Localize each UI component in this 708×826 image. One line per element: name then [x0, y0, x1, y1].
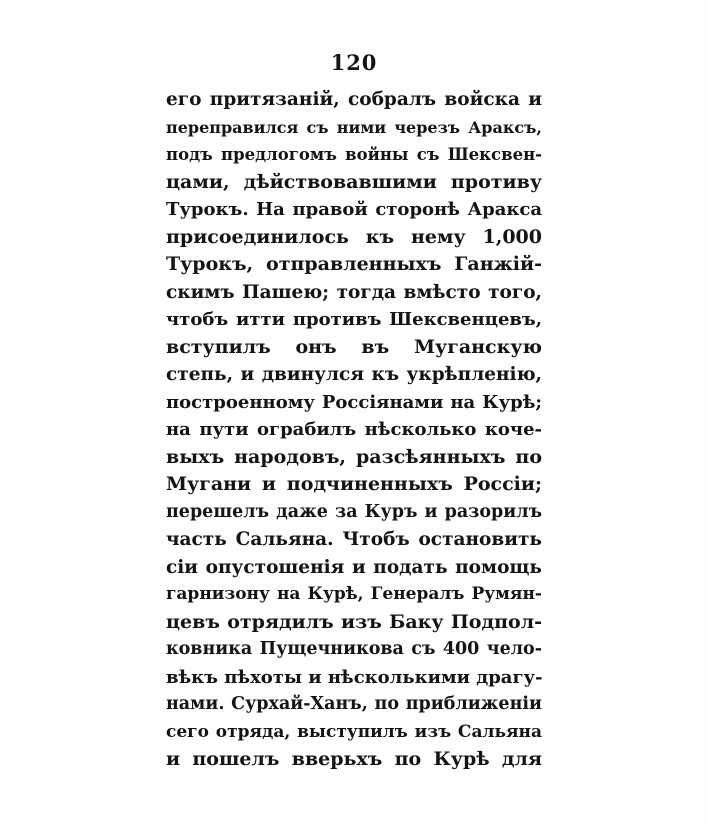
text-line: вступилъ онъ въ Муганскую: [166, 335, 542, 358]
text-line: его притязаній, собралъ войска и: [166, 89, 542, 110]
text-line: цевъ отрядилъ изъ Баку Подпол-: [166, 610, 542, 633]
text-line: Турокъ, отправленныхъ Ганжій-: [166, 253, 542, 275]
page-number: 120: [330, 50, 378, 75]
text-line: вѣкъ пѣхоты и нѣсколькими драгу-: [166, 666, 542, 688]
text-line: построенному Россіянами на Курѣ;: [166, 391, 542, 413]
text-line: цами, дѣйствовавшими противу: [166, 170, 542, 193]
text-line: Турокъ. На правой сторонѣ Аракса: [166, 199, 542, 220]
text-line: ковника Пущечникова съ 400 чело-: [166, 639, 542, 659]
text-line: подъ предлогомъ войны съ Шексвен-: [166, 145, 542, 164]
text-line: гарнизону на Курѣ, Генералъ Румян-: [166, 584, 542, 604]
text-line: часть Сальяна. Чтобъ остановить: [166, 529, 542, 550]
text-line: сего отряда, выступилъ изъ Сальяна: [166, 721, 542, 742]
text-line: и пошелъ вверьхъ по Курѣ для: [166, 748, 542, 770]
text-line: сіи опустошенія и подать помощь: [166, 556, 542, 578]
text-line: на пути ограбилъ нѣсколько коче-: [166, 419, 542, 440]
text-line: скимъ Пашею; тогда вмѣсто того,: [166, 281, 542, 303]
text-line: степь, и двинулся къ укрѣпленію,: [166, 364, 542, 385]
text-line: нами. Сурхай-Ханъ, по приближеніи: [166, 694, 542, 714]
text-line: переправился съ ними черезъ Араксъ,: [166, 117, 542, 137]
text-line: выхъ народовъ, разсѣянныхъ по: [166, 445, 542, 468]
text-line: чтобъ итти противъ Шексвенцевъ,: [166, 309, 542, 330]
text-line: перешелъ даже за Куръ и разорилъ: [166, 501, 542, 522]
text-line: Мугани и подчиненныхъ Россіи;: [166, 473, 542, 495]
text-line: присоединилось къ нему 1,000: [166, 225, 542, 248]
body-text: [166, 86, 542, 774]
